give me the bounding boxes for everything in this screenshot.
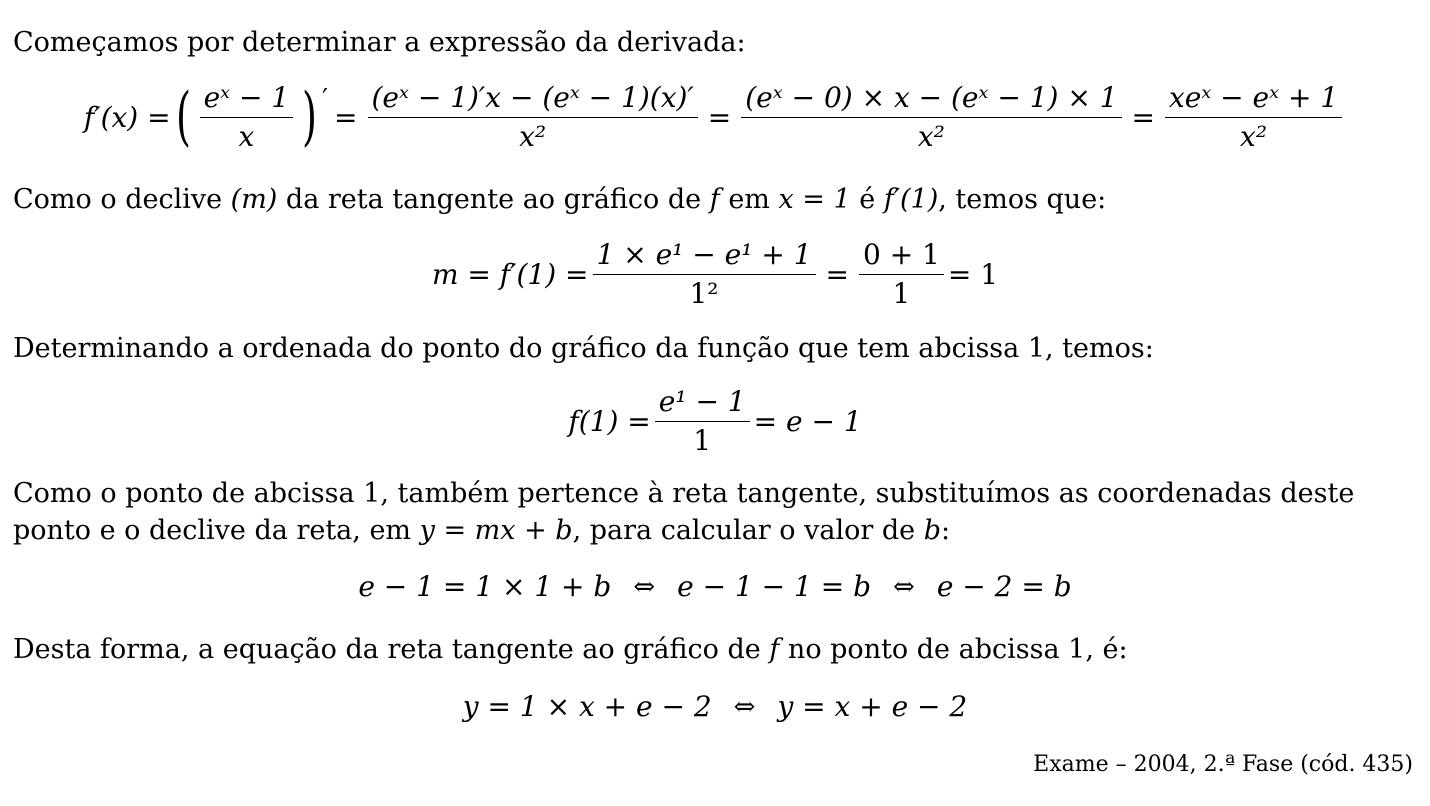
text-segment: da reta tangente ao gráfico de	[277, 184, 710, 215]
fraction-numerator: xeˣ − eˣ + 1	[1165, 81, 1342, 118]
text-segment: , temos que:	[938, 184, 1107, 215]
slope-result: = 1	[947, 258, 999, 291]
fraction-slope-simplified	[859, 238, 944, 311]
ordinate-lhs: f(1) =	[568, 405, 651, 438]
right-paren: )	[302, 80, 318, 154]
substitution-paragraph	[13, 475, 1418, 549]
text-segment: é	[850, 184, 884, 215]
slope-symbol: (m)	[230, 184, 278, 215]
fraction-denominator: x²	[1240, 119, 1268, 153]
function-symbol: f	[709, 184, 720, 215]
fraction-numerator: (eˣ − 0) × x − (eˣ − 1) × 1	[741, 81, 1121, 118]
fraction-numerator: e¹ − 1	[655, 385, 750, 422]
text-segment: no ponto de abcissa 1, é:	[779, 634, 1128, 665]
prime-mark: ′	[322, 84, 329, 114]
intercept-equation	[0, 570, 1430, 603]
iff-symbol: ⇔	[893, 571, 915, 602]
intercept-step-1: e − 1 = 1 × 1 + b	[358, 570, 612, 603]
text-segment: Como o ponto de abcissa 1, também pertence à reta tangente, substituímos as coordenadas deste ponto e o declive da reta, em	[13, 478, 1355, 546]
fraction-denominator: x²	[519, 119, 547, 153]
x-equals-one: x = 1	[778, 184, 851, 215]
intercept-step-2: e − 1 − 1 = b	[677, 570, 872, 603]
fraction-numerator: 0 + 1	[859, 238, 944, 275]
derivative-lhs: f′(x) =	[83, 100, 171, 134]
fraction-denominator: x²	[917, 119, 945, 153]
tangent-step-2: y = x + e − 2	[777, 690, 968, 723]
fraction-numerator: eˣ − 1	[200, 81, 294, 118]
fraction-denominator: x	[238, 119, 255, 153]
tangent-step-1: y = 1 × x + e − 2	[462, 690, 712, 723]
intercept-symbol: b	[923, 515, 941, 546]
text-segment: Desta forma, a equação da reta tangente ao gráfico de	[13, 634, 770, 665]
slope-paragraph	[13, 181, 1418, 218]
ordinate-result: = e − 1	[753, 405, 862, 438]
fraction-numerator: (eˣ − 1)′x − (eˣ − 1)(x)′	[368, 81, 698, 118]
fraction-slope	[593, 238, 816, 311]
text-segment: em	[719, 184, 779, 215]
exam-source: Exame – 2004, 2.ª Fase (cód. 435)	[1033, 752, 1413, 777]
conclusion-paragraph	[13, 631, 1418, 668]
ordinate-paragraph: Determinando a ordenada do ponto do gráfico da função que tem abcissa 1, temos:	[13, 333, 1154, 364]
fraction-quotient	[200, 81, 294, 154]
tangent-line-equation	[0, 690, 1430, 723]
slope-equation	[0, 238, 1430, 311]
function-symbol: f	[769, 634, 780, 665]
equals-sign: =	[825, 258, 849, 291]
fraction-denominator: 1	[892, 277, 911, 310]
ordinate-equation	[0, 385, 1430, 458]
left-paren: (	[175, 80, 191, 154]
fraction-simplified	[1165, 81, 1342, 154]
slope-lhs: m = f′(1) =	[431, 258, 589, 291]
derivative-at-one: f′(1)	[883, 184, 939, 215]
line-equation: y = mx + b	[419, 515, 573, 546]
fraction-substituted	[741, 81, 1121, 154]
equals-sign: =	[334, 100, 358, 134]
equals-sign: =	[1131, 100, 1155, 134]
text-segment: , para calcular o valor de	[572, 515, 924, 546]
fraction-denominator: 1²	[689, 277, 719, 310]
fraction-quotient-rule	[368, 81, 698, 154]
iff-symbol: ⇔	[733, 691, 756, 722]
iff-symbol: ⇔	[633, 571, 656, 602]
text-segment: Como o declive	[13, 184, 231, 215]
intro-paragraph: Começamos por determinar a expressão da derivada:	[13, 27, 746, 58]
derivative-equation	[0, 80, 1430, 154]
fraction-denominator: 1	[693, 424, 712, 457]
intercept-step-3: e − 2 = b	[936, 570, 1072, 603]
fraction-ordinate	[655, 385, 750, 458]
text-segment: :	[941, 515, 951, 546]
fraction-numerator: 1 × e¹ − e¹ + 1	[593, 238, 816, 275]
equals-sign: =	[707, 100, 732, 134]
